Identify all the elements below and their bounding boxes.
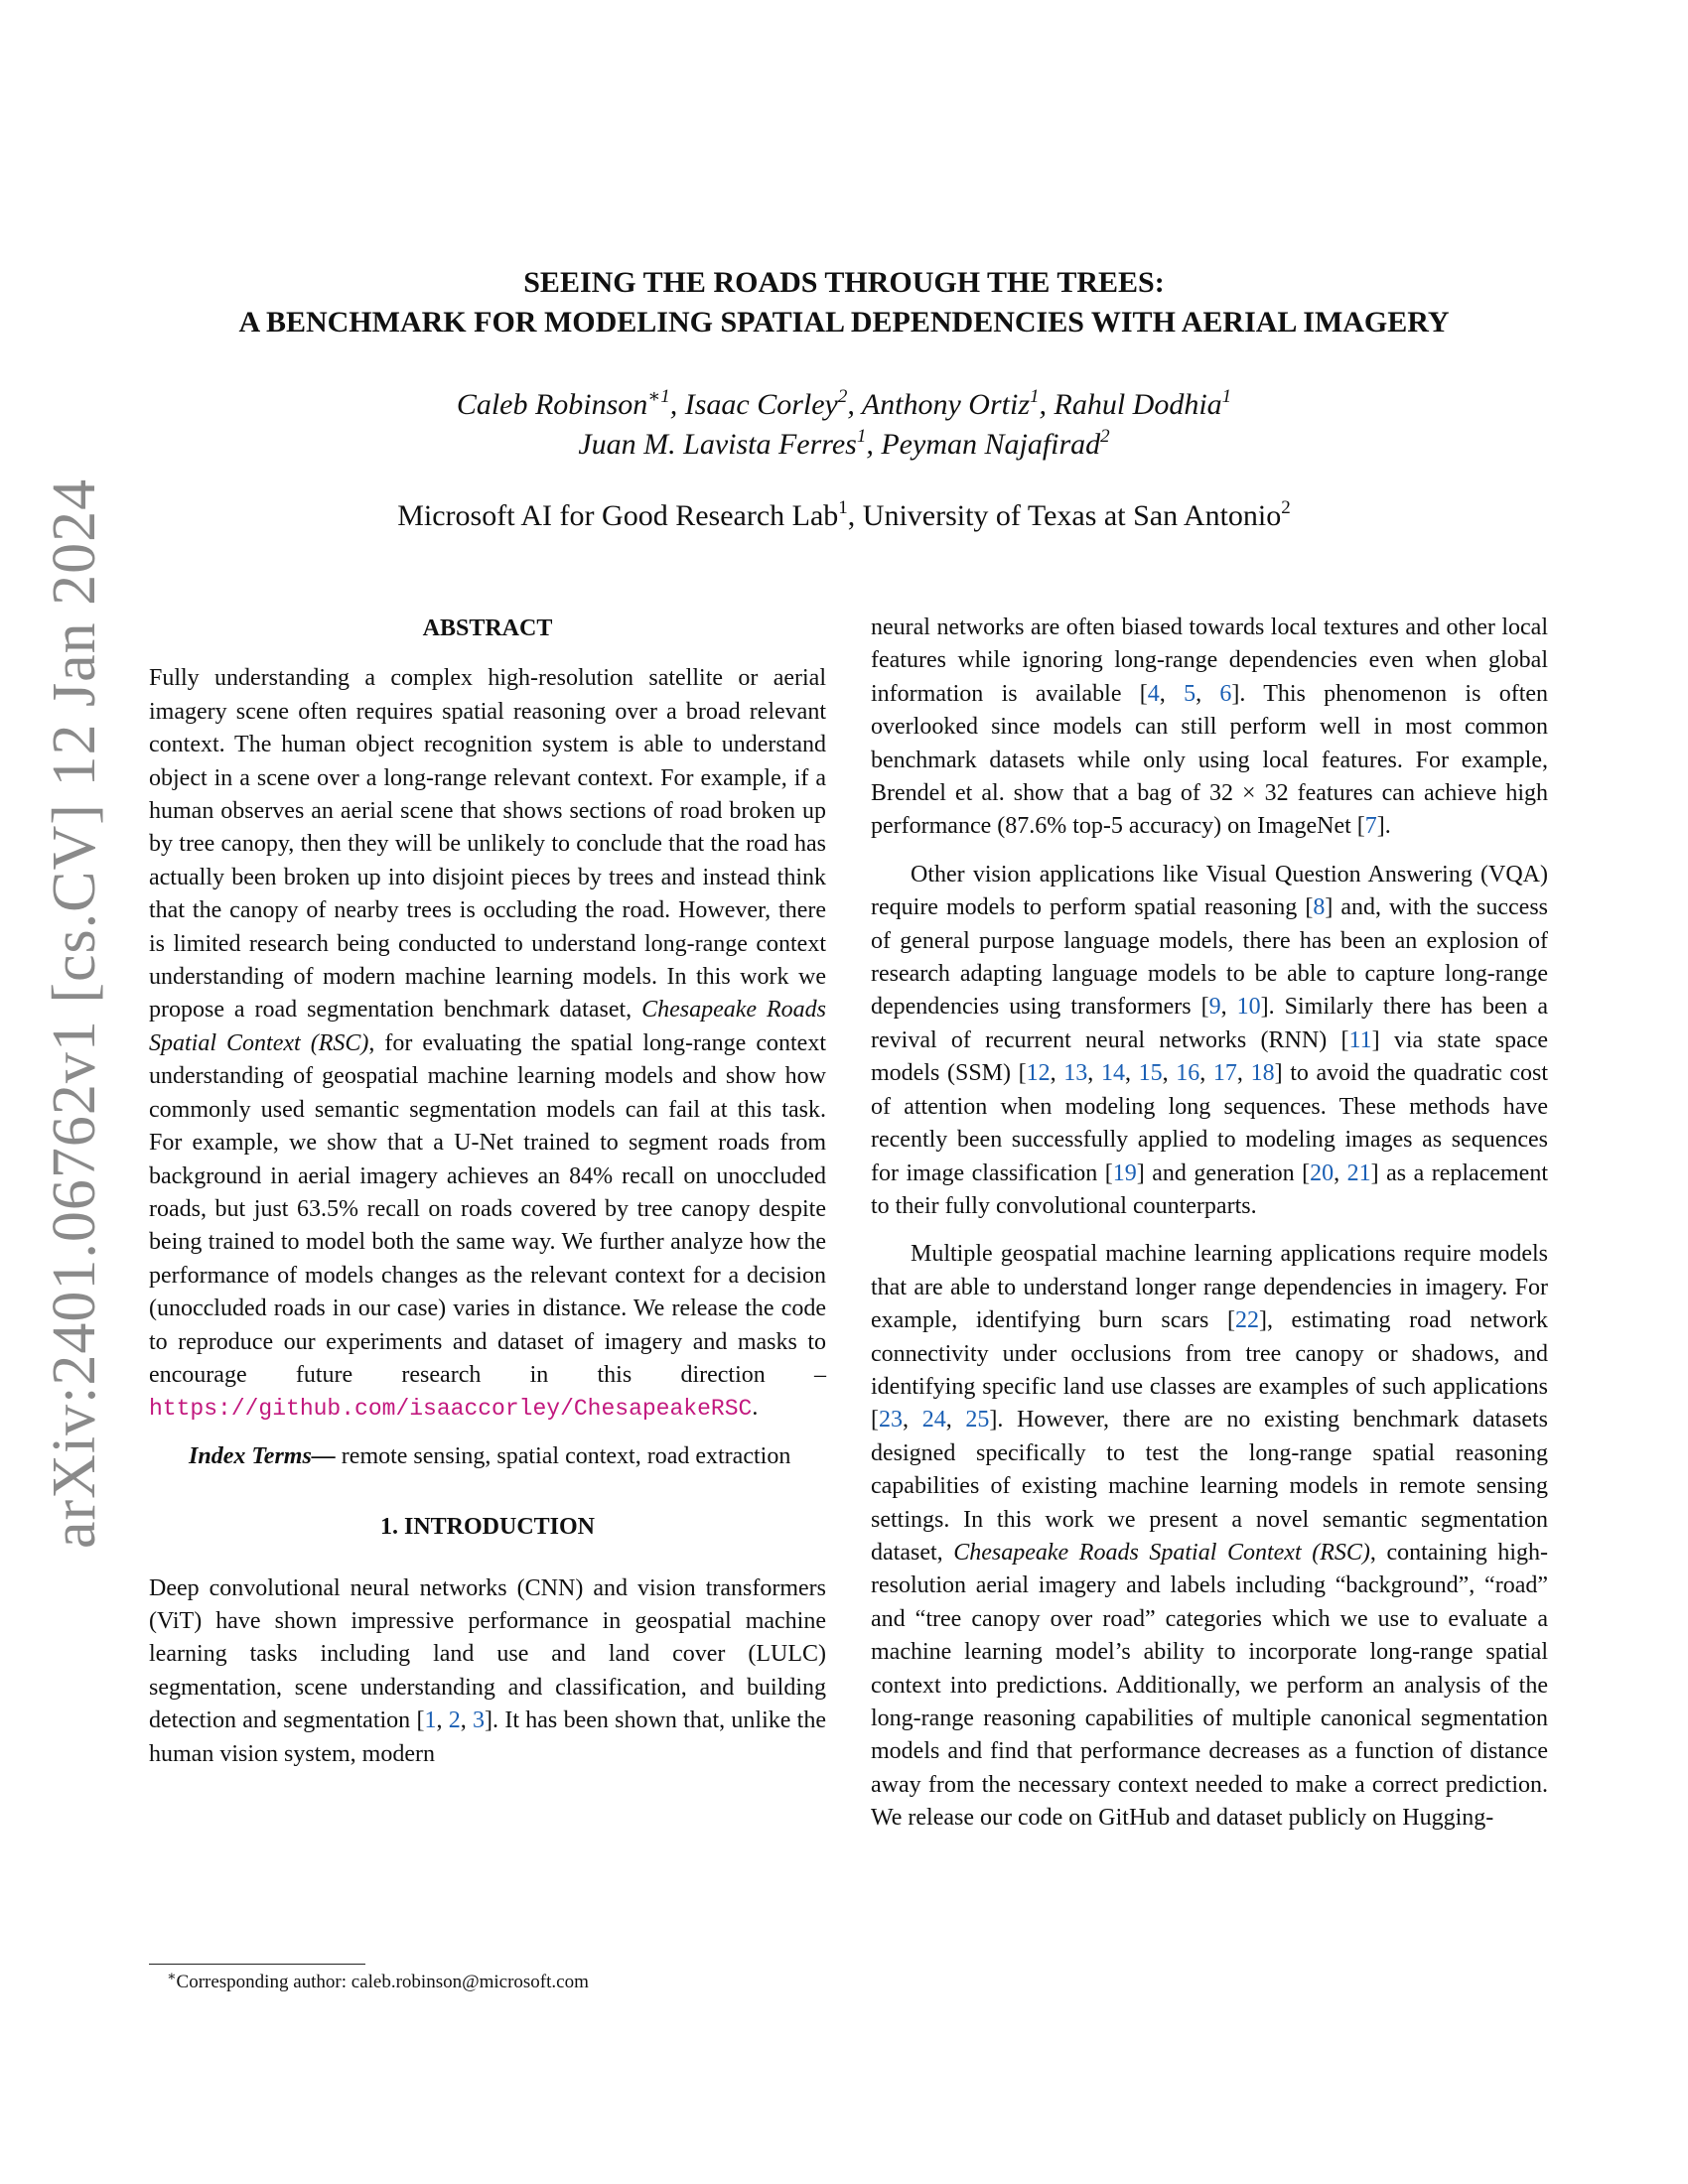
citation-link[interactable]: 22 — [1234, 1307, 1259, 1334]
author-marker: 2 — [837, 386, 848, 407]
body-paragraph: Multiple geospatial machine learning applications require models that are able to understand longer range dependencies in imagery. For example, identifying burn scars [22], estimating road network connectivity under occlusions from tree canopy or shadows, and identifying specific land use classes are examples of such applications [23, 24, 25]. However, there are no existing benchmark datasets designed specifically to test the long-range spatial reasoning capabilities of existing machine learning models in remote sensing settings. In this work we present a novel semantic segmentation dataset, Chesapeake Roads Spatial Context (RSC), containing high-resolution aerial imagery and labels including “background”, “road” and “tree canopy over road” categories which we use to evaluate a machine learning model’s ability to incorporate long-range spatial context into predictions. Additionally, we perform an analysis of the long-range reasoning capabilities of multiple canonical segmentation models and find that performance decreases as a function of distance away from the necessary context needed to make a correct prediction. We release our code on GitHub and dataset publicly on Hugging- — [871, 1241, 1549, 1832]
body-text-part: ]. However, there are no existing benchmark datasets designed specifically to test the long-range spatial reasoning capabilities of existing machine learning models in remote sensing settings. In this work we present a novel semantic segmentation dataset, — [871, 1407, 1549, 1566]
footnote-divider — [149, 1964, 365, 1965]
body-text-part: ]. This phenomenon is often overlooked since models can still perform well in most common benchmark datasets while only using local features. For example, Brendel et al. show that a bag of 32 × 32 features can achieve high performance (87.6% top-5 accuracy) on ImageNet [ — [871, 680, 1549, 840]
footnote-marker: ∗ — [167, 1970, 177, 1984]
introduction-heading: 1. INTRODUCTION — [379, 1514, 596, 1541]
author-marker: ∗1 — [647, 386, 670, 407]
intro-paragraph: Deep convolutional neural networks (CNN) and vision transformers (ViT) have shown impressive performance in geospatial machine learning tasks including land use and land cover (LULC) segmentation, scene understanding and classification, and building detection and segmentation [1, 2, 3]. It has been shown that, unlike the human vision system, modern — [149, 1574, 827, 1767]
citation-link[interactable]: 14 — [1100, 1060, 1125, 1087]
citation-link[interactable]: 23 — [879, 1407, 903, 1433]
affiliation-marker: 2 — [1281, 497, 1291, 518]
affiliation-name: University of Texas at San Antonio — [862, 499, 1282, 532]
body-text-part: ] as a replacement to their fully convolutional counterparts. — [871, 1160, 1548, 1219]
citation-link[interactable]: 17 — [1212, 1060, 1237, 1087]
abstract-text-part: . — [752, 1395, 759, 1422]
abstract-text-part: , for evaluating the spatial long-range context understanding of geospatial machine learning models and show how commonly used semantic segmentation models can fail at this task. For example, we show that a U-Net trained to segment roads from background in aerial imagery achieves an 84% recall on unoccluded roads, but just 63.5% recall on roads covered by tree canopy despite being trained to model both the same way. We further analyze how the performance of models changes as the relevant context for a decision (unoccluded roads in our case) varies in distance. We release the code to reproduce our experiments and dataset of imagery and masks to encourage future research in this direction – — [149, 1029, 826, 1388]
body-paragraph: neural networks are often biased towards local textures and other local features while ignoring long-range dependencies even when global information is available [4, 5, 6]. This phenomenon is often overlooked since models can still perform well in most common benchmark datasets while only using local features. For example, Brendel et al. show that a bag of 32 × 32 features can achieve high performance (87.6% top-5 accuracy) on ImageNet [7]. — [871, 614, 1549, 840]
author-marker: 1 — [1221, 386, 1232, 407]
body-text-part: ] to avoid the quadratic cost of attention when modeling long sequences. These methods have recently been successfully applied to modeling images as sequences for image classification [ — [871, 1060, 1549, 1186]
github-link[interactable]: https://github.com/isaaccorley/ChesapeakeRSC — [149, 1396, 753, 1423]
author-list — [149, 385, 1539, 465]
author-name: , Anthony Ortiz — [847, 388, 1030, 421]
body-text-part: ]. — [1376, 813, 1391, 840]
citation-link[interactable]: 5 — [1184, 680, 1196, 707]
footnote-text: Corresponding author: caleb.robinson@microsoft.com — [176, 1972, 589, 1992]
citation-link[interactable]: 25 — [965, 1407, 990, 1433]
affiliation-name: Microsoft AI for Good Research Lab — [397, 499, 839, 532]
citation-link[interactable]: 9 — [1208, 994, 1221, 1021]
citation-link[interactable]: 16 — [1176, 1060, 1200, 1087]
citation-link[interactable]: 1 — [424, 1707, 437, 1734]
affiliation-marker: 1 — [838, 497, 848, 518]
author-name: Juan M. Lavista Ferres — [578, 428, 857, 461]
citation-link[interactable]: 12 — [1026, 1060, 1051, 1087]
citation-link[interactable]: 20 — [1310, 1160, 1335, 1186]
title-line-2: A BENCHMARK FOR MODELING SPATIAL DEPENDENCIES WITH AERIAL IMAGERY — [238, 306, 1450, 339]
citation-link[interactable]: 21 — [1346, 1160, 1371, 1186]
citation-link[interactable]: 7 — [1364, 813, 1377, 840]
citation-link[interactable]: 24 — [921, 1407, 946, 1433]
affiliation-separator: , — [847, 499, 863, 532]
citation-link[interactable]: 13 — [1063, 1060, 1088, 1087]
dataset-name: Chesapeake Roads Spatial Context (RSC) — [149, 997, 826, 1056]
body-paragraph: Other vision applications like Visual Question Answering (VQA) require models to perform spatial reasoning [8] and, with the success of general purpose language models, there has been an explosion of research adapting language models to be able to capture long-range dependencies using transformers [9, 10]. Similarly there has been a revival of recurrent neural networks (RNN) [11] via state space models (SSM) [12, 13, 14, 15, 16, 17, 18] to avoid the quadratic cost of attention when modeling long sequences. These methods have recently been successfully applied to modeling images as sequences for image classification [19] and generation [20, 21] as a replacement to their fully convolutional counterparts. — [871, 861, 1549, 1219]
citation-link[interactable]: 15 — [1138, 1060, 1163, 1087]
citation-link[interactable]: 18 — [1250, 1060, 1275, 1087]
abstract-text — [149, 662, 826, 1426]
author-name: , Isaac Corley — [669, 388, 838, 421]
citation-link[interactable]: 2 — [448, 1707, 461, 1734]
author-marker: 1 — [1030, 386, 1040, 407]
body-text-part: Other vision applications like Visual Question Answering (VQA) require models to perform spatial reasoning [ — [871, 861, 1548, 921]
citation-link[interactable]: 10 — [1236, 994, 1261, 1021]
author-marker: 2 — [1100, 426, 1110, 447]
author-name: , Rahul Dodhia — [1039, 388, 1222, 421]
index-terms — [149, 1440, 826, 1473]
arxiv-stamp: arXiv:2401.06762v1 [cs.CV] 12 Jan 2024 — [41, 478, 108, 1549]
abstract-heading: ABSTRACT — [422, 615, 553, 641]
title-line-1: SEEING THE ROADS THROUGH THE TREES: — [523, 266, 1165, 299]
citation-link[interactable]: 3 — [473, 1707, 486, 1734]
dataset-name: Chesapeake Roads Spatial Context (RSC) — [953, 1539, 1370, 1566]
citation-link[interactable]: 4 — [1147, 680, 1160, 707]
index-terms-label: Index Terms— — [189, 1442, 336, 1469]
index-terms-text: remote sensing, spatial context, road extraction — [335, 1442, 791, 1469]
body-text-part: ]. Similarly there has been a revival of recurrent neural networks (RNN) [ — [871, 994, 1548, 1053]
paper-title — [149, 263, 1539, 342]
left-column — [149, 613, 826, 1771]
footnote — [167, 1971, 589, 1994]
body-text-part: ] and generation [ — [1136, 1160, 1311, 1186]
body-text-part: , containing high-resolution aerial imagery and labels including “background”, “road” and “tree canopy over road” categories which we use to evaluate a machine learning model’s ability to incorporate long-range spatial context into predictions. Additionally, we perform an analysis of the long-range reasoning capabilities of multiple canonical segmentation models and find that performance decreases as a function of distance away from the necessary context needed to make a correct prediction. We release our code on GitHub and dataset publicly on Hugging- — [871, 1539, 1549, 1832]
citation-link[interactable]: 6 — [1219, 680, 1232, 707]
author-name: , Peyman Najafirad — [866, 428, 1101, 461]
body-text-part: neural networks are often biased towards local textures and other local features while ignoring long-range dependencies even when global information is available [ — [871, 614, 1548, 707]
body-text-part: Multiple geospatial machine learning applications require models that are able to understand longer range dependencies in imagery. For example, identifying burn scars [ — [871, 1241, 1548, 1334]
citation-link[interactable]: 19 — [1112, 1160, 1137, 1186]
intro-text-part: Deep convolutional neural networks (CNN) and vision transformers (ViT) have shown impressive performance in geospatial machine learning tasks including land use and land cover (LULC) segmentation, scene understanding and classification, and building detection and segmentation [ — [149, 1574, 826, 1734]
right-column — [871, 612, 1548, 1836]
citation-link[interactable]: 8 — [1313, 894, 1326, 921]
author-name: Caleb Robinson — [456, 388, 648, 421]
body-text-part: ] and, with the success of general purpose language models, there has been an explosion of research adapting language models to be able to capture long-range dependencies using transformers [ — [871, 894, 1548, 1021]
body-text-part: ] via state space models (SSM) [ — [871, 1026, 1549, 1087]
intro-text-part: ]. It has been shown that, unlike the human vision system, modern — [149, 1707, 827, 1767]
author-marker: 1 — [856, 426, 867, 447]
affiliations — [149, 496, 1539, 536]
body-text-part: ], estimating road network connectivity under occlusions from tree canopy or shadows, and identifying specific land use classes are examples of such applications [ — [871, 1307, 1548, 1433]
abstract-text-part: Fully understanding a complex high-resolution satellite or aerial imagery scene often requires spatial reasoning over a broad relevant context. The human object recognition system is able to understand object in a scene over a long-range relevant context. For example, if a human observes an aerial scene that shows sections of road broken up by tree canopy, then they will be unlikely to conclude that the road has actually been broken up into disjoint pieces by trees and instead think that the canopy of nearby trees is occluding the road. However, there is limited research being conducted to understand long-range context understanding of modern machine learning models. In this work we propose a road segmentation benchmark dataset, — [149, 665, 826, 1024]
citation-link[interactable]: 11 — [1348, 1026, 1372, 1053]
